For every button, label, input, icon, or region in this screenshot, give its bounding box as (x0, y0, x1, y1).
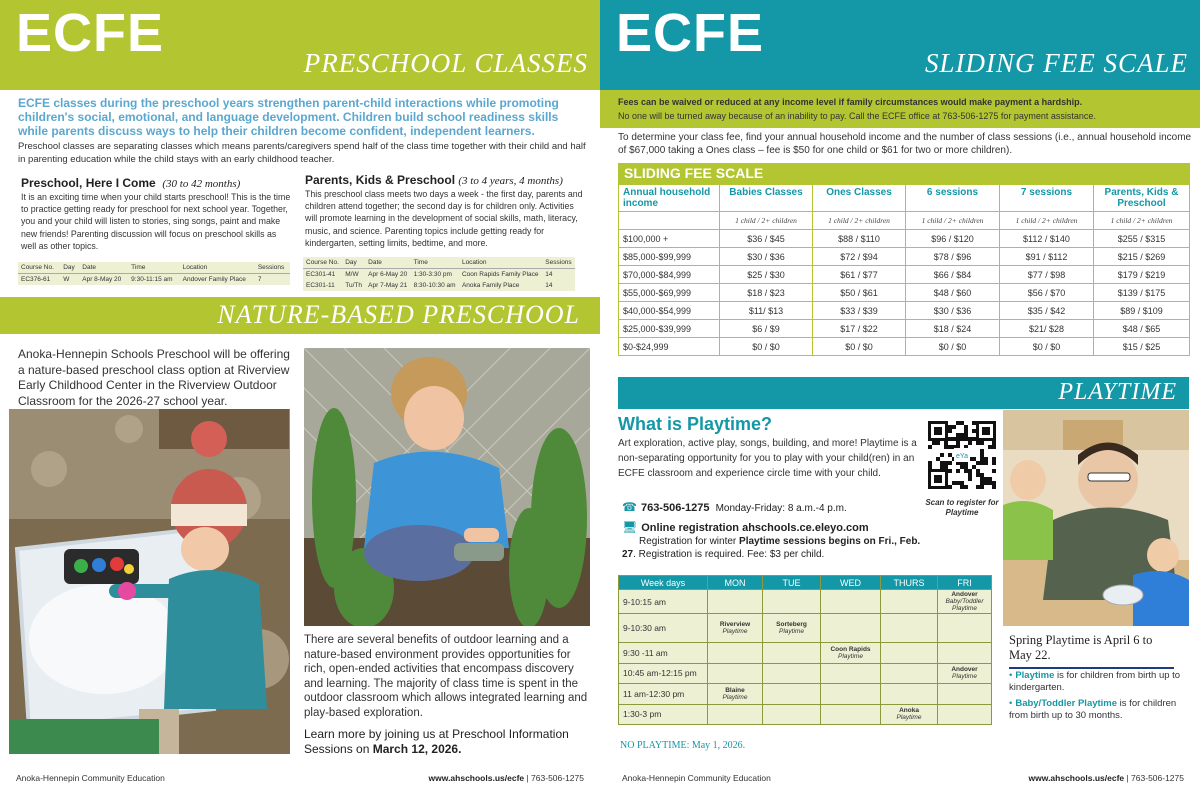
qr-module (976, 485, 980, 489)
nature-intro: Anoka-Hennepin Schools Preschool will be offering a nature-based preschool class option at Riverview Early Childhood Center in the Riverview Outdoor Classroom for the 2026-27 school year. (18, 347, 290, 408)
schedule-cell (938, 643, 992, 664)
schedule-cell (763, 614, 821, 643)
qr-module (964, 465, 968, 469)
class-table-cell: W (63, 276, 70, 283)
class-table-cell: EC376-61 (21, 276, 51, 283)
fee-header-cell: 7 sessions (1000, 185, 1094, 212)
qr-module (976, 441, 980, 445)
schedule-location: Andover (951, 591, 978, 598)
class-table-header: Day (342, 257, 365, 269)
qr-module (948, 469, 952, 473)
schedule-cell (938, 663, 992, 684)
fee-cell: $30 / $36 (906, 302, 1000, 320)
qr-module (934, 475, 942, 483)
class1-title: Preschool, Here I Come (30 to 42 months) (21, 176, 241, 190)
schedule-cell (938, 614, 992, 643)
qr-module (980, 477, 984, 481)
schedule-cell (881, 643, 938, 664)
qr-module (976, 469, 980, 473)
qr-module (992, 481, 996, 485)
fee-cell: $77 / $98 (1000, 266, 1094, 284)
right-header (600, 0, 1200, 90)
qr-module (952, 425, 956, 429)
class-table-cell: Coon Rapids Family Place (461, 271, 539, 278)
schedule-location: Blaine (725, 686, 745, 694)
fee-cell: $30 / $36 (720, 248, 813, 266)
qr-module (928, 445, 932, 449)
class-table-header: Time (128, 262, 180, 274)
fee-cell: $0 / $0 (813, 338, 906, 356)
qr-module (988, 445, 992, 449)
qr-module (944, 461, 948, 465)
fee-cell: $48 / $60 (906, 284, 1000, 302)
qr-module (948, 453, 952, 457)
fee-cell: $61 / $77 (813, 266, 906, 284)
qr-module (980, 441, 984, 445)
schedule-time: 11 am-12:30 pm (619, 684, 708, 705)
left-footer-org: Anoka-Hennepin Community Education (16, 773, 165, 783)
left-header (0, 0, 600, 90)
class2-table (303, 257, 575, 291)
fee-waiver-text: No one will be turned away because of an inability to pay. Call the ECFE office at 763-506-1275 for payment assistance. (618, 111, 1096, 121)
class-table-header: Date (365, 257, 410, 269)
qr-module (976, 473, 980, 477)
fee-subheader-cell: 1 child / 2+ children (813, 212, 906, 230)
nature-benefits: There are several benefits of outdoor learning and a nature-based environment provides opportunities for rich, open-ended activities that encompass discovery and learning. The majority of class time is spent in the outdoor classroom which allows integrated learning and play-based exploration. (304, 634, 588, 719)
qr-module (968, 473, 972, 477)
fee-row (619, 302, 1190, 320)
fee-subheader-cell (619, 212, 720, 230)
left-footer-link[interactable]: www.ahschools.us/ecfe (428, 773, 525, 783)
schedule-type: Playtime (779, 628, 804, 635)
fee-cell: $18 / $23 (720, 284, 813, 302)
schedule-cell (708, 663, 763, 684)
schedule-cell (938, 684, 992, 705)
qr-module (948, 485, 952, 489)
qr-module (940, 465, 944, 469)
fee-row (619, 248, 1190, 266)
fee-cell: $56 / $70 (1000, 284, 1094, 302)
schedule-cell (708, 684, 763, 705)
class-table-cell: Anoka Family Place (461, 282, 520, 289)
fee-cell: $25 / $30 (720, 266, 813, 284)
fee-header-cell: Babies Classes (720, 185, 813, 212)
qr-module (948, 429, 952, 433)
schedule-type: Playtime (722, 693, 748, 701)
qr-module (960, 465, 964, 469)
fee-cell: $35 / $42 (1000, 302, 1094, 320)
class-table-header: Location (180, 262, 255, 274)
schedule-location: Sorteberg (776, 621, 807, 628)
qr-caption: Scan to register for Playtime (925, 498, 999, 517)
qr-module (944, 465, 948, 469)
fee-cell: $0 / $0 (906, 338, 1000, 356)
schedule-header-cell: FRI (938, 576, 992, 590)
fee-cell: $40,000-$54,999 (619, 302, 720, 320)
fee-cell: $6 / $9 (720, 320, 813, 338)
schedule-type: Playtime (896, 714, 922, 722)
fee-cell: $91 / $112 (1000, 248, 1094, 266)
fee-cell: $50 / $61 (813, 284, 906, 302)
fee-cell: $48 / $65 (1094, 320, 1190, 338)
fee-waiver-bar (600, 90, 1200, 128)
fee-cell: $70,000-$84,999 (619, 266, 720, 284)
right-footer-contact: www.ahschools.us/ecfe | 763-506-1275 (1028, 773, 1184, 783)
qr-module (948, 445, 952, 449)
class-table-row (18, 274, 290, 286)
fee-table-wrap (618, 163, 1190, 356)
class-table-cell: 9:30-11:15 am (131, 276, 173, 283)
schedule-time: 9-10:30 am (619, 614, 708, 643)
schedule-cell (881, 590, 938, 614)
qr-module (960, 485, 964, 489)
qr-module (992, 485, 996, 489)
qr-module (982, 427, 990, 435)
class1-table (18, 262, 290, 285)
qr-module (956, 433, 960, 437)
qr-module (980, 453, 984, 457)
schedule-time: 1:30-3 pm (619, 704, 708, 725)
fee-cell: $0 / $0 (1000, 338, 1094, 356)
left-brand: ECFE (16, 3, 165, 63)
class-table-row (303, 280, 575, 291)
qr-module (972, 465, 976, 469)
qr-module (928, 461, 932, 465)
photo-child-snow-bin (9, 409, 290, 754)
class-table-header: Day (60, 262, 79, 274)
qr-module (940, 461, 944, 465)
schedule-cell (763, 590, 821, 614)
schedule-cell (881, 663, 938, 684)
qr-module (952, 437, 956, 441)
qr-module (968, 437, 972, 441)
schedule-header-cell: MON (708, 576, 763, 590)
class-table-cell: Apr 6-May 20 (368, 271, 408, 278)
nature-band-title: NATURE-BASED PRESCHOOL (217, 300, 580, 329)
qr-module (964, 433, 968, 437)
intro-bold: ECFE classes during the preschool years strengthen parent-child interactions while promoting children's social, emotional, and language development. Children build school readiness skills while parents discuss ways to help their children become confident, independent learners. (18, 96, 559, 138)
fee-header-cell: Parents, Kids & Preschool (1094, 185, 1190, 212)
left-footer-contact: www.ahschools.us/ecfe | 763-506-1275 (428, 773, 584, 783)
fee-row (619, 284, 1190, 302)
fee-cell: $255 / $315 (1094, 230, 1190, 248)
schedule-cell (821, 643, 881, 664)
schedule-time: 9-10:15 am (619, 590, 708, 614)
phone-line: ☎ 763-506-1275 Monday-Friday: 8 a.m.-4 p.m. (622, 500, 847, 514)
fee-cell: $139 / $175 (1094, 284, 1190, 302)
schedule-cell (708, 590, 763, 614)
fee-table (618, 184, 1190, 356)
playtime-bullet: • Playtime is for children from birth up to kindergarten. (1009, 670, 1181, 693)
fee-row (619, 266, 1190, 284)
class-table-cell: EC301-11 (306, 282, 335, 289)
playtime-band-title: PLAYTIME (1058, 379, 1177, 405)
qr-module (992, 469, 996, 473)
qr-module (984, 481, 988, 485)
schedule-row (619, 643, 992, 664)
qr-module (934, 427, 942, 435)
nature-band (0, 297, 600, 334)
fee-cell: $17 / $22 (813, 320, 906, 338)
fee-subheader-cell: 1 child / 2+ children (1094, 212, 1190, 230)
fee-cell: $33 / $39 (813, 302, 906, 320)
qr-module (964, 469, 968, 473)
qr-module (960, 433, 964, 437)
qr-module (960, 481, 964, 485)
fee-cell: $11/ $13 (720, 302, 813, 320)
qr-module (928, 465, 932, 469)
schedule-location: Riverview (719, 621, 751, 628)
qr-module (936, 441, 940, 445)
right-footer-link[interactable]: www.ahschools.us/ecfe (1028, 773, 1125, 783)
spring-playtime-dates: Spring Playtime is April 6 to May 22. (1009, 633, 1174, 669)
qr-module (988, 481, 992, 485)
class-table-header: Sessions (255, 262, 290, 274)
fee-cell: $21/ $28 (1000, 320, 1094, 338)
qr-module (940, 453, 944, 457)
baby-toddler-bullet: • Baby/Toddler Playtime is for children from birth up to 30 months. (1009, 698, 1177, 721)
schedule-cell (821, 663, 881, 684)
fee-table-title: SLIDING FEE SCALE (618, 163, 1190, 184)
phone-icon: ☎ (622, 500, 637, 514)
schedule-row (619, 684, 992, 705)
schedule-row (619, 704, 992, 725)
fee-row (619, 338, 1190, 356)
photo-boy-planting (304, 348, 590, 626)
qr-module (980, 473, 984, 477)
qr-module (984, 477, 988, 481)
online-registration-link[interactable]: Online registration ahschools.ce.eleyo.com (641, 522, 869, 534)
class-table-cell: 8:30-10:30 am (413, 282, 456, 289)
schedule-cell (763, 684, 821, 705)
playtime-band (618, 377, 1189, 409)
fee-row (619, 230, 1190, 248)
schedule-row (619, 590, 992, 614)
qr-module (948, 425, 952, 429)
qr-module (972, 421, 976, 425)
qr-module (972, 457, 976, 461)
schedule-cell (821, 684, 881, 705)
no-playtime-note: NO PLAYTIME: May 1, 2026. (620, 740, 746, 751)
qr-module (976, 461, 980, 465)
qr-module (952, 481, 956, 485)
schedule-location: Coon Rapids (830, 645, 871, 653)
fee-cell: $25,000-$39,999 (619, 320, 720, 338)
qr-module (968, 469, 972, 473)
qr-module (964, 437, 968, 441)
schedule-cell (938, 590, 992, 614)
schedule-cell (708, 704, 763, 725)
class-table-cell: Apr 7-May 21 (368, 282, 408, 289)
qr-module (984, 457, 988, 461)
qr-module (980, 457, 984, 461)
qr-module (936, 457, 940, 461)
class-table-row (303, 269, 575, 281)
fee-subheader-cell: 1 child / 2+ children (720, 212, 813, 230)
fee-cell: $0 / $0 (720, 338, 813, 356)
schedule-type: Baby/Toddler Playtime (945, 598, 984, 612)
left-subtitle: PRESCHOOL CLASSES (303, 48, 588, 78)
qr-module (944, 445, 948, 449)
schedule-header-cell: Week days (619, 576, 708, 590)
schedule-cell (821, 704, 881, 725)
right-subtitle: SLIDING FEE SCALE (925, 48, 1188, 78)
nature-info-sessions: Learn more by joining us at Preschool Information Sessions on March 12, 2026. (304, 727, 569, 756)
schedule-cell (881, 614, 938, 643)
what-is-playtime-body: Art exploration, active play, songs, building, and more! Playtime is a non-separating opportunity for you to play with your child(ren) in an ECFE classroom and experience circle time with your child. (618, 438, 917, 479)
fee-header-cell: 6 sessions (906, 185, 1000, 212)
qr-module (948, 437, 952, 441)
fee-intro: To determine your class fee, find your annual household income and the number of class sessions (i.e., annual household income of $67,000 taking a Ones class – fee is $50 for one child or $61 for two or more children). (618, 132, 1192, 156)
class2-title: Parents, Kids & Preschool (3 to 4 years, 4 months) (305, 173, 563, 187)
class-table-header: Time (411, 257, 459, 269)
class-table-header: Course No. (303, 257, 342, 269)
photo-playtime-classroom (1003, 410, 1189, 626)
class-table-cell: 14 (545, 282, 553, 289)
class-table-header: Sessions (542, 257, 575, 269)
fee-header-cell: Annual household income (619, 185, 720, 212)
fee-cell: $18 / $24 (906, 320, 1000, 338)
schedule-type: Playtime (722, 628, 748, 635)
schedule-cell (881, 684, 938, 705)
intro-body: Preschool classes are separating classes which means parents/caregivers spend half of the class time together with their child and half in parenting education while the child stays with an early childhood teacher. (18, 141, 586, 165)
schedule-time: 10:45 am-12:15 pm (619, 663, 708, 684)
qr-module (980, 449, 984, 453)
class-table-header: Course No. (18, 262, 60, 274)
schedule-cell (763, 643, 821, 664)
qr-module (944, 441, 948, 445)
qr-module (992, 457, 996, 461)
what-is-playtime-title: What is Playtime? (618, 414, 773, 434)
qr-module (980, 461, 984, 465)
schedule-header-cell: WED (821, 576, 881, 590)
fee-cell: $112 / $140 (1000, 230, 1094, 248)
class-table-header: Location (459, 257, 542, 269)
fee-cell: $66 / $84 (906, 266, 1000, 284)
schedule-type: Playtime (952, 673, 977, 681)
qr-module (964, 425, 968, 429)
fee-cell: $96 / $120 (906, 230, 1000, 248)
fee-cell: $100,000 + (619, 230, 720, 248)
fee-waiver-bold: Fees can be waived or reduced at any income level if family circumstances would make payment a hardship. (618, 97, 1083, 107)
schedule-location: Anoka (899, 707, 919, 715)
qr-module (992, 461, 996, 465)
fee-subheader-cell: 1 child / 2+ children (906, 212, 1000, 230)
qr-code[interactable] (928, 421, 996, 489)
fee-cell: $78 / $96 (906, 248, 1000, 266)
fee-cell: $89 / $109 (1094, 302, 1190, 320)
qr-module (984, 461, 988, 465)
schedule-cell (821, 590, 881, 614)
schedule-cell (708, 643, 763, 664)
class-table-cell: Apr 8-May 20 (82, 276, 122, 283)
fee-subheader-cell: 1 child / 2+ children (1000, 212, 1094, 230)
qr-module (932, 441, 936, 445)
schedule-header-cell: TUE (763, 576, 821, 590)
qr-module (956, 469, 960, 473)
qr-module (972, 437, 976, 441)
fee-cell: $85,000-$99,999 (619, 248, 720, 266)
qr-module (960, 421, 964, 425)
class-table-header: Date (79, 262, 128, 274)
class-table-cell: Tu/Th (345, 282, 362, 289)
phone-number[interactable]: 763-506-1275 (640, 502, 710, 514)
qr-module (968, 441, 972, 445)
online-registration: 🖥 Online registration ahschools.ce.eleyo.com Registration for winter Playtime sessions begins on Fri., Feb. 27. Registration is required. Fee: $3 per child. (622, 520, 921, 560)
schedule-cell (763, 704, 821, 725)
fee-cell: $36 / $45 (720, 230, 813, 248)
qr-module (956, 421, 960, 425)
right-footer-org: Anoka-Hennepin Community Education (622, 773, 771, 783)
schedule-header-cell: THURS (881, 576, 938, 590)
schedule-cell (881, 704, 938, 725)
right-brand: ECFE (616, 3, 765, 63)
schedule-type: Playtime (838, 652, 863, 660)
schedule-time: 9:30 -11 am (619, 643, 708, 664)
schedule-cell (821, 614, 881, 643)
class-table-cell: M/W (345, 271, 359, 278)
fee-cell: $215 / $269 (1094, 248, 1190, 266)
qr-module (956, 441, 960, 445)
qr-module (960, 437, 964, 441)
fee-cell: $179 / $219 (1094, 266, 1190, 284)
class2-body: This preschool class meets two days a week - the first day, parents and children attend together; the second day is for children only. Activities will promote learning in the development of social skills, math, literacy, music, and science. Parenting topics include getting ready for kindergarten, setting limits, bedtime, and more. (305, 189, 583, 248)
qr-module (948, 461, 952, 465)
qr-module (988, 477, 992, 481)
fee-cell: $15 / $25 (1094, 338, 1190, 356)
fee-cell: $88 / $110 (813, 230, 906, 248)
qr-module (964, 485, 968, 489)
schedule-row (619, 614, 992, 643)
schedule-location: Andover (951, 666, 978, 674)
qr-module (980, 481, 984, 485)
qr-module (964, 429, 968, 433)
qr-module (956, 481, 960, 485)
qr-module (992, 441, 996, 445)
class-table-cell: 1:30-3:30 pm (413, 271, 452, 278)
fee-cell: $72 / $94 (813, 248, 906, 266)
class-table-cell: 14 (545, 271, 553, 278)
qr-module (956, 437, 960, 441)
qr-module (972, 429, 976, 433)
schedule-cell (763, 663, 821, 684)
fee-cell: $0-$24,999 (619, 338, 720, 356)
qr-module (980, 485, 984, 489)
class-table-cell: EC301-41 (306, 271, 336, 278)
qr-module (968, 477, 972, 481)
schedule-cell (938, 704, 992, 725)
class-table-cell: 7 (257, 276, 262, 283)
class-table-cell: Andover Family Place (182, 276, 246, 283)
schedule-cell (708, 614, 763, 643)
qr-logo: eYa (956, 453, 968, 460)
fee-row (619, 320, 1190, 338)
playtime-schedule (618, 575, 992, 725)
fee-cell: $55,000-$69,999 (619, 284, 720, 302)
fee-header-cell: Ones Classes (813, 185, 906, 212)
class1-body: It is an exciting time when your child starts preschool! This is the time to practice getting ready for preschool for next school year. Together, you and your child will listen to stories, sing songs, paint and make new friends! Parenting discussion will focus on preschool skills as well as other topics. (21, 192, 291, 251)
computer-icon: 🖥 (622, 520, 638, 534)
schedule-row (619, 663, 992, 684)
qr-module (992, 445, 996, 449)
